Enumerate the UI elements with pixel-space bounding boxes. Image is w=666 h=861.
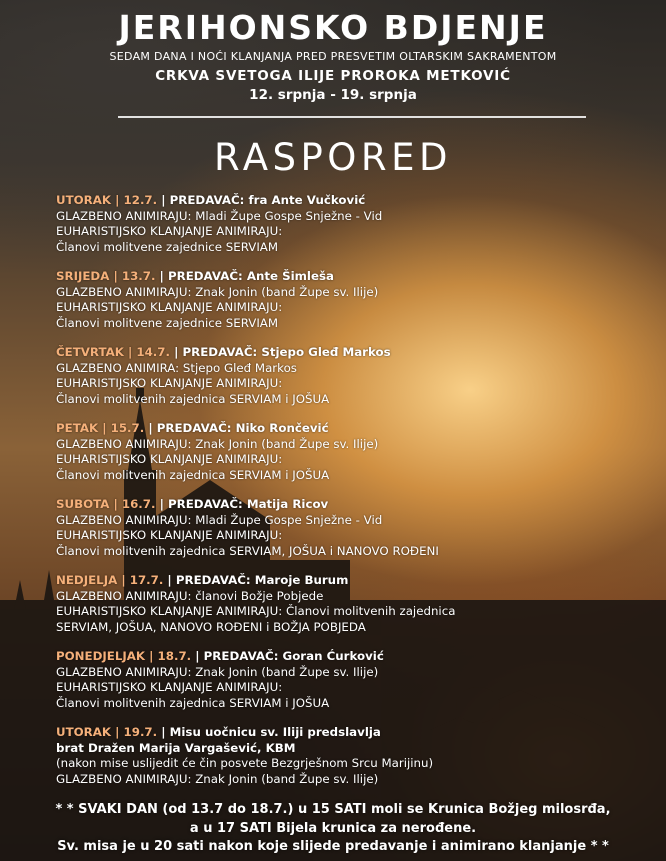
speaker: | PREDAVAČ: Maroje Burum: [163, 573, 349, 587]
day-header: [56, 193, 656, 209]
speaker: | PREDAVAČ: fra Ante Vučković: [157, 193, 366, 207]
day-line: GLAZBENO ANIMIRAJU: Znak Jonin (band Župe sv. Ilije): [56, 664, 379, 679]
day-line: EUHARISTIJSKO KLANJANJE ANIMIRAJU:: [56, 452, 283, 466]
section-title: RASPORED: [213, 136, 453, 179]
day-name: PONEDJELJAK | 18.7.: [56, 649, 192, 663]
celebrant-line: brat Dražen Marija Vargašević, KBM: [56, 740, 296, 755]
day-name: NEDJELJA | 17.7.: [56, 573, 164, 587]
day-name: UTORAK | 19.7.: [56, 725, 158, 739]
footer-line: a u 17 SATI Bijela krunica za nerođene.: [189, 820, 477, 836]
day-header: [56, 421, 656, 437]
church-name: CRKVA SVETOGA ILIJE PROROKA METKOVIĆ: [155, 68, 511, 84]
schedule-day: [56, 649, 656, 711]
schedule-day: [56, 725, 656, 787]
speaker: | PREDAVAČ: Goran Ćurković: [191, 649, 384, 663]
day-line: GLAZBENO ANIMIRAJU: Mladi Župe Gospe Snježne - Vid: [56, 208, 383, 223]
speaker: | PREDAVAČ: Stjepo Gleđ Markos: [169, 345, 391, 359]
speaker: | Misu uočnicu sv. Iliji predslavlja: [157, 725, 381, 739]
speaker: | PREDAVAČ: Matija Ricov: [155, 497, 329, 511]
day-line: Članovi molitvenih zajednica SERVIAM i JOŠUA: [56, 695, 330, 710]
day-line: (nakon mise uslijedit će čin posvete Bezgrješnom Srcu Marijinu): [56, 756, 434, 770]
footer-note: [0, 801, 666, 857]
schedule-day: [56, 193, 656, 255]
day-line: Članovi molitvenih zajednica SERVIAM i JOŠUA: [56, 467, 330, 482]
day-line: GLAZBENO ANIMIRA: Stjepo Gleđ Markos: [56, 360, 297, 375]
day-header: [56, 345, 656, 361]
schedule-day: [56, 269, 656, 331]
divider-line: [118, 116, 586, 118]
day-name: SRIJEDA | 13.7.: [56, 269, 156, 283]
poster-subtitle: SEDAM DANA I NOĆI KLANJANJA PRED PRESVETIM OLTARSKIM SAKRAMENTOM: [109, 50, 557, 63]
day-line: Članovi molitvene zajednice SERVIAM: [56, 315, 279, 330]
day-line: EUHARISTIJSKO KLANJANJE ANIMIRAJU:: [56, 680, 283, 694]
day-line: Članovi molitvenih zajednica SERVIAM i JOŠUA: [56, 391, 330, 406]
day-line: Članovi molitvenih zajednica SERVIAM, JOŠUA i NANOVO ROĐENI: [56, 543, 439, 558]
day-line: EUHARISTIJSKO KLANJANJE ANIMIRAJU:: [56, 528, 283, 542]
footer-line: * * SVAKI DAN (od 13.7 do 18.7.) u 15 SATI moli se Krunica Božjeg milosrđa,: [55, 802, 611, 817]
schedule-day: [56, 421, 656, 483]
day-header: [56, 573, 656, 589]
day-line: GLAZBENO ANIMIRAJU: Mladi Župe Gospe Snježne - Vid: [56, 512, 383, 527]
day-name: SUBOTA | 16.7.: [56, 497, 156, 511]
day-line: Članovi molitvene zajednice SERVIAM: [56, 239, 279, 254]
speaker: | PREDAVAČ: Niko Rončević: [144, 421, 329, 435]
footer-line: Sv. misa je u 20 sati nakon koje slijede predavanje i animirano klanjanje * *: [57, 839, 609, 854]
day-header: [56, 725, 656, 741]
day-line: EUHARISTIJSKO KLANJANJE ANIMIRAJU:: [56, 300, 283, 314]
schedule-day: [56, 497, 656, 559]
poster-title: JERIHONSKO BDJENJE: [118, 8, 548, 47]
day-header: [56, 497, 656, 513]
event-dates: 12. srpnja - 19. srpnja: [249, 87, 417, 103]
day-header: [56, 269, 656, 285]
day-line: SERVIAM, JOŠUA, NANOVO ROĐENI i BOŽJA POBJEDA: [56, 619, 366, 634]
day-header: [56, 649, 656, 665]
day-line: GLAZBENO ANIMIRAJU: Znak Jonin (band Župe sv. Ilije): [56, 771, 379, 786]
day-line: EUHARISTIJSKO KLANJANJE ANIMIRAJU:: [56, 224, 283, 238]
day-line: GLAZBENO ANIMIRAJU: Znak Jonin (band Župe sv. Ilije): [56, 436, 379, 451]
day-line: EUHARISTIJSKO KLANJANJE ANIMIRAJU:: [56, 376, 283, 390]
day-line: GLAZBENO ANIMIRAJU: članovi Božje Pobjede: [56, 588, 324, 603]
day-name: ČETVRTAK | 14.7.: [56, 345, 170, 359]
schedule-list: [56, 193, 656, 801]
day-name: UTORAK | 12.7.: [56, 193, 158, 207]
day-name: PETAK | 15.7.: [56, 421, 145, 435]
day-line: EUHARISTIJSKO KLANJANJE ANIMIRAJU: Članovi molitvenih zajednica: [56, 604, 456, 618]
day-line: GLAZBENO ANIMIRAJU: Znak Jonin (band Župe sv. Ilije): [56, 284, 379, 299]
schedule-day: [56, 345, 656, 407]
schedule-day: [56, 573, 656, 635]
speaker: | PREDAVAČ: Ante Šimleša: [155, 269, 334, 283]
